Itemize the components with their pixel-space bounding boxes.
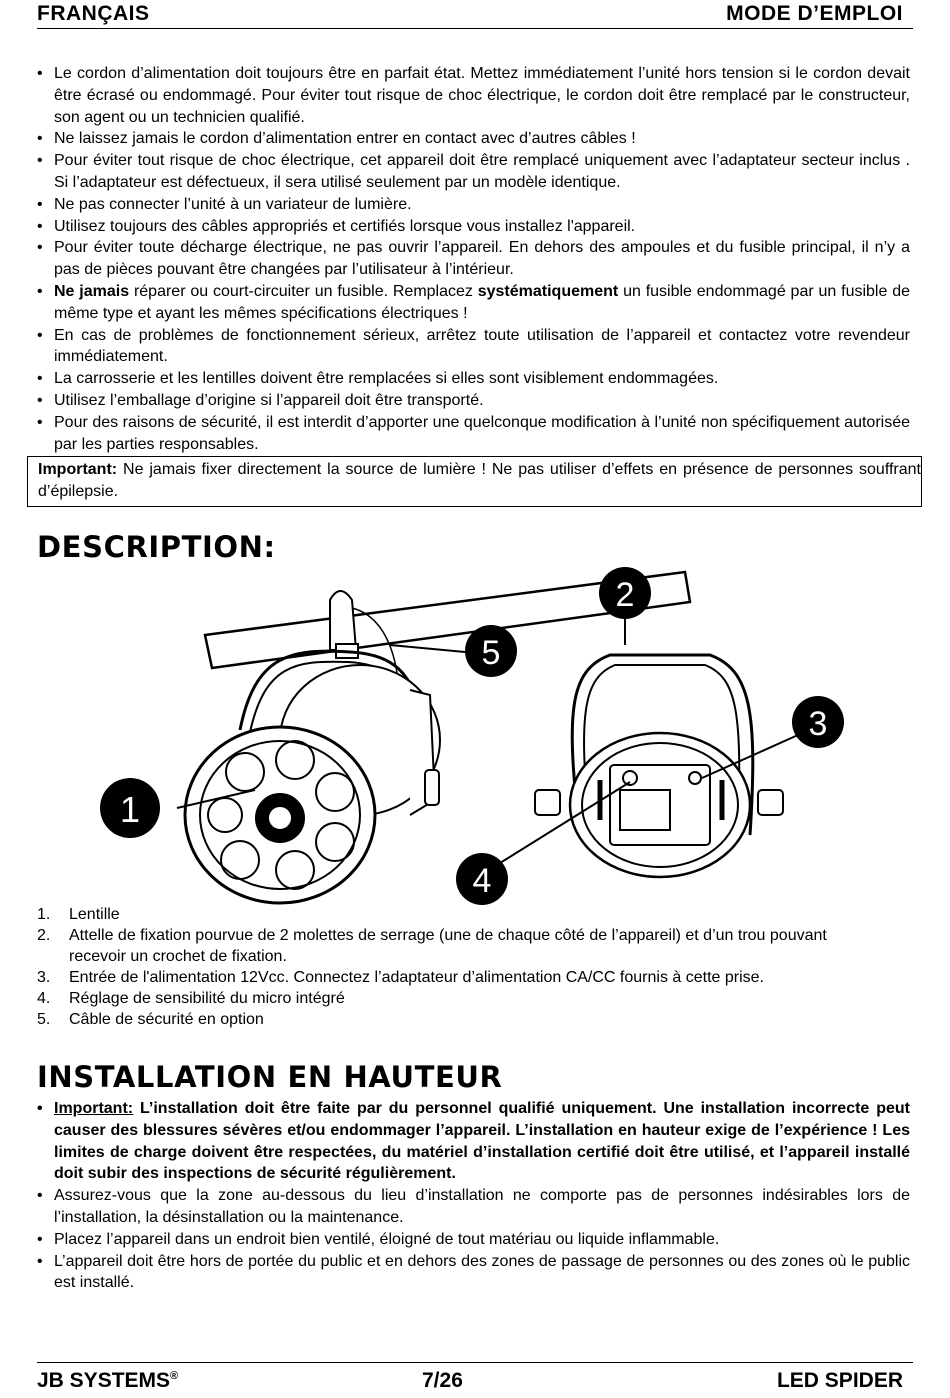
list-item: • Placez l’appareil dans un endroit bien ventilé, éloigné de tout matériau ou liquide inflammable. xyxy=(37,1229,910,1251)
emphasis: systématiquement xyxy=(477,282,619,300)
list-item xyxy=(37,988,867,1009)
item-number: 5. xyxy=(37,1011,51,1028)
item-number: 3. xyxy=(37,969,51,986)
callout-1: 1 xyxy=(119,789,141,830)
footer-product: LED SPIDER xyxy=(776,1369,903,1392)
text: un fusible endommagé par un fusible de même type et ayant les mêmes spécifications électriques ! xyxy=(54,282,911,322)
item-text: Attelle de fixation pourvue de 2 molettes de serrage (une de chaque côté de l’appareil) et d’un trou pouvant recevoir un crochet de fixation. xyxy=(69,927,827,965)
important-label: Important: xyxy=(38,461,118,478)
important-text: L’installation doit être faite par du personnel qualifié uniquement. Une installation incorrecte peut causer des blessures sévères et/ou endommager l’appareil. L’installation en hauteur exige de l’expérience ! Les limites de charge doivent être respectées, du matériel d’installation certifié doit être utilisé, et l’appareil installé doit subir des inspections de sécurité régulièrement. xyxy=(54,1100,910,1183)
page-header xyxy=(37,2,913,29)
brand-name: JB SYSTEMS xyxy=(37,1369,171,1392)
item-text: Câble de sécurité en option xyxy=(69,1011,264,1028)
product-diagram xyxy=(90,560,870,905)
item-text: Lentille xyxy=(69,906,120,923)
list-item: • Le cordon d’alimentation doit toujours être en parfait état. Mettez immédiatement l’unité hors tension si le cordon devait être écrasé ou endommagé. Pour éviter tout risque de choc électrique, le cordon doit être remplacé par le constructeur, son agent ou un technicien qualifié. xyxy=(37,63,910,128)
page-footer xyxy=(37,1362,913,1398)
description-heading: DESCRIPTION: xyxy=(37,530,276,564)
text: réparer ou court-circuiter un fusible. Remplacez xyxy=(129,282,478,300)
item-number: 1. xyxy=(37,906,51,923)
list-item: • En cas de problèmes de fonctionnement sérieux, arrêtez toute utilisation de l’appareil et contactez votre revendeur immédiatement. xyxy=(37,325,910,369)
header-manual-title: MODE D’EMPLOI xyxy=(726,2,903,25)
callout-2: 2 xyxy=(615,576,635,614)
installation-list xyxy=(37,1098,910,1294)
safety-list xyxy=(37,63,910,455)
list-item: • Pour des raisons de sécurité, il est interdit d’apporter une quelconque modification à l’unité non spécifiquement autorisée par les parties responsables. xyxy=(37,412,910,456)
callout-3: 3 xyxy=(808,705,828,743)
callout-4: 4 xyxy=(472,862,492,900)
item-number: 4. xyxy=(37,990,51,1007)
list-item: • Assurez-vous que la zone au-dessous du lieu d’installation ne comporte pas de personnes indésirables lors de l’installation, la désinstallation ou la maintenance. xyxy=(37,1185,910,1229)
list-item: • Ne pas connecter l’unité à un variateur de lumière. xyxy=(37,194,910,216)
list-item: • Pour éviter toute décharge électrique, ne pas ouvrir l’appareil. En dehors des ampoules et du fusible principal, il n’y a pas de pièces pouvant être changées par l’utilisateur à l’intérieur. xyxy=(37,237,910,281)
footer-brand xyxy=(37,1369,178,1393)
callout-5: 5 xyxy=(481,634,501,672)
important-text: Ne jamais fixer directement la source de lumière ! Ne pas utiliser d’effets en présence de personnes souffrant d’épilepsie. xyxy=(38,461,921,500)
installation-heading: INSTALLATION EN HAUTEUR xyxy=(37,1060,503,1094)
list-item xyxy=(37,281,910,325)
registered-mark: ® xyxy=(170,1370,179,1382)
list-item: • L’appareil doit être hors de portée du public et en dehors des zones de passage de personnes ou des zones où le public est installé. xyxy=(37,1251,910,1295)
item-text: Entrée de l'alimentation 12Vcc. Connectez l’adaptateur d’alimentation CA/CC fournis à cette prise. xyxy=(69,969,764,986)
list-item xyxy=(37,1098,910,1185)
emphasis: Ne jamais xyxy=(54,282,130,300)
list-item xyxy=(37,925,867,967)
parts-list xyxy=(37,904,867,1030)
item-text: Réglage de sensibilité du micro intégré xyxy=(69,990,345,1007)
list-item xyxy=(37,904,867,925)
important-notice-box xyxy=(27,456,922,507)
important-label: Important: xyxy=(54,1100,134,1117)
list-item xyxy=(37,1009,867,1030)
header-language: FRANÇAIS xyxy=(37,2,150,25)
list-item: • Utilisez l’emballage d’origine si l’appareil doit être transporté. xyxy=(37,390,910,412)
list-item: • La carrosserie et les lentilles doivent être remplacées si elles sont visiblement endommagées. xyxy=(37,368,910,390)
list-item: • Utilisez toujours des câbles appropriés et certifiés lorsque vous installez l'appareil. xyxy=(37,216,910,238)
list-item xyxy=(37,967,867,988)
item-number: 2. xyxy=(37,927,51,944)
list-item: • Ne laissez jamais le cordon d’alimentation entrer en contact avec d’autres câbles ! xyxy=(37,128,910,150)
list-item: • Pour éviter tout risque de choc électrique, cet appareil doit être remplacé uniquement avec l’adaptateur secteur inclus . Si l’adaptateur est défectueux, il sera utilisé seulement par un modèle identique. xyxy=(37,150,910,194)
page-number: 7/26 xyxy=(422,1369,463,1392)
